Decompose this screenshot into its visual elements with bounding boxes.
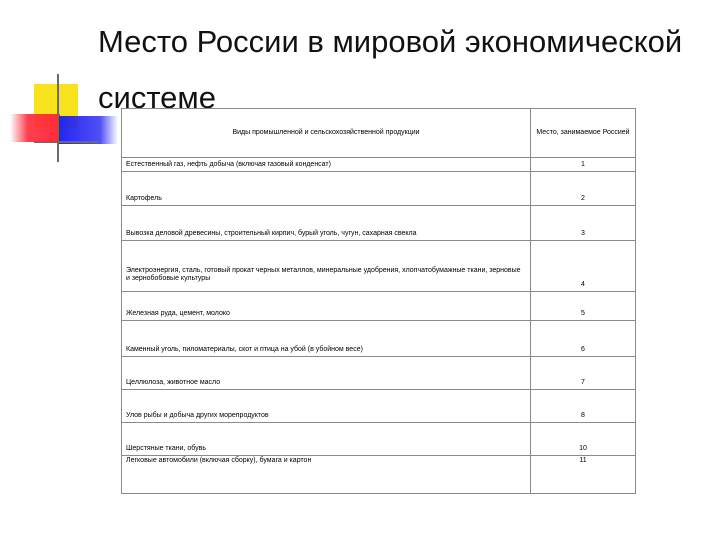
table-header-row [122, 109, 636, 158]
row-product: Легковые автомобили (включая сборку), бумага и картон [122, 456, 531, 494]
row-product: Шерстяные ткани, обувь [122, 423, 531, 456]
row-rank: 11 [531, 456, 636, 494]
row-rank: 5 [531, 292, 636, 321]
russia-rank-table [121, 108, 636, 494]
row-rank: 8 [531, 390, 636, 423]
table-row [122, 172, 636, 206]
row-rank: 7 [531, 357, 636, 390]
row-product: Электроэнергия, сталь, готовый прокат черных металлов, минеральные удобрения, хлопчатобумажные ткани, зерновые и зернобобовые культуры [122, 241, 531, 292]
row-rank: 10 [531, 423, 636, 456]
table-row [122, 206, 636, 241]
row-rank: 3 [531, 206, 636, 241]
row-product: Естественный газ, нефть добыча (включая газовый конденсат) [122, 158, 531, 172]
row-rank: 1 [531, 158, 636, 172]
row-product: Картофель [122, 172, 531, 206]
row-product: Каменный уголь, пиломатериалы, скот и птица на убой (в убойном весе) [122, 321, 531, 357]
row-product: Железная руда, цемент, молоко [122, 292, 531, 321]
table-row [122, 321, 636, 357]
table-row [122, 292, 636, 321]
table-row [122, 390, 636, 423]
table-row [122, 357, 636, 390]
row-product: Целлюлоза, животное масло [122, 357, 531, 390]
header-rank: Место, занимаемое Россией [531, 109, 636, 158]
row-rank: 4 [531, 241, 636, 292]
table-row [122, 241, 636, 292]
row-product: Вывозка деловой древесины, строительный кирпич, бурый уголь, чугун, сахарная свекла [122, 206, 531, 241]
header-product: Виды промышленной и сельскохозяйственной продукции [122, 109, 531, 158]
slide-title: Место России в мировой экономической системе [98, 24, 683, 115]
table-row [122, 423, 636, 456]
table-row [122, 158, 636, 172]
table-row [122, 456, 636, 494]
row-rank: 6 [531, 321, 636, 357]
row-product: Улов рыбы и добыча других морепродуктов [122, 390, 531, 423]
row-rank: 2 [531, 172, 636, 206]
